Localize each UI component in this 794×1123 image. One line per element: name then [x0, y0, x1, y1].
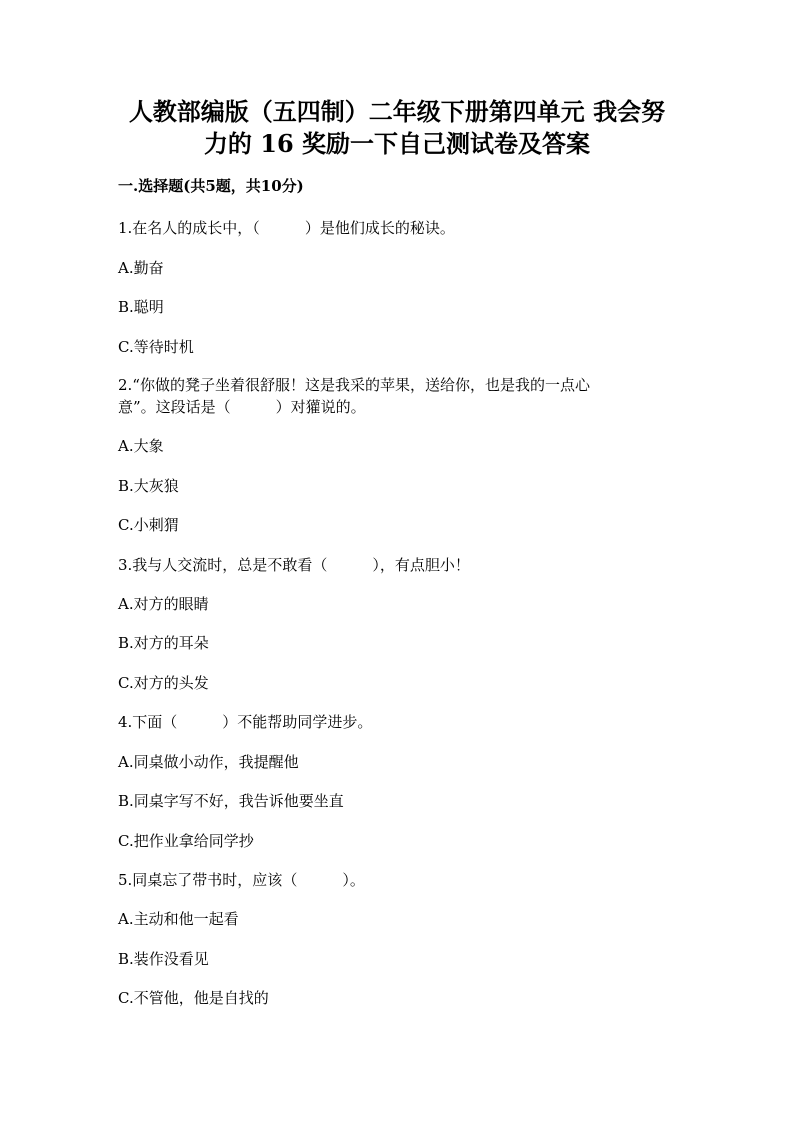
section-heading: 一.选择题(共5题，共10分): [118, 177, 304, 195]
question-3-option-c: C.对方的头发: [118, 674, 209, 692]
question-3-option-a: A.对方的眼睛: [118, 595, 209, 613]
question-1-option-c: C.等待时机: [118, 338, 194, 356]
question-1-option-b: B.聪明: [118, 298, 164, 316]
document-title-line-2: 力的 16 奖励一下自己测试卷及答案: [203, 129, 591, 158]
question-2-option-b: B.大灰狼: [118, 477, 179, 495]
question-2-option-c: C.小刺猬: [118, 516, 179, 534]
question-1-option-a: A.勤奋: [118, 259, 164, 277]
question-5-option-c: C.不管他，他是自找的: [118, 989, 269, 1007]
question-5-option-b: B.装作没看见: [118, 950, 209, 968]
question-3-stem: 3.我与人交流时，总是不敢看（ ），有点胆小！: [118, 556, 470, 574]
question-4-option-b: B.同桌字写不好，我告诉他要坐直: [118, 792, 344, 810]
question-4-option-a: A.同桌做小动作，我提醒他: [118, 753, 299, 771]
document-title-line-1: 人教部编版（五四制）二年级下册第四单元 我会努: [128, 97, 666, 126]
question-4-stem: 4.下面（ ）不能帮助同学进步。: [118, 713, 373, 731]
question-2-stem-line-1: 2.“你做的凳子坐着很舒服！这是我采的苹果，送给你，也是我的一点心: [118, 376, 590, 394]
question-3-option-b: B.对方的耳朵: [118, 634, 209, 652]
question-2-stem-line-2: 意”。这段话是（ ）对獾说的。: [118, 398, 366, 416]
question-5-stem: 5.同桌忘了带书时，应该（ ）。: [118, 871, 365, 889]
question-4-option-c: C.把作业拿给同学抄: [118, 832, 254, 850]
question-2-option-a: A.大象: [118, 437, 164, 455]
question-5-option-a: A.主动和他一起看: [118, 910, 239, 928]
question-1-stem: 1.在名人的成长中，（ ）是他们成长的秘诀。: [118, 219, 455, 237]
